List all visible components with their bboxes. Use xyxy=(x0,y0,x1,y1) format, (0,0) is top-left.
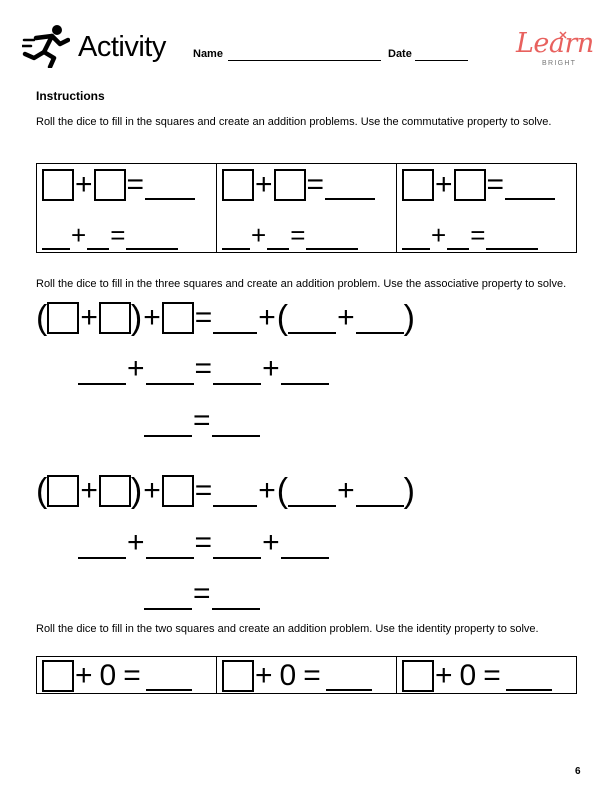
equals-sign: = xyxy=(193,577,211,610)
zero-digit: 0 xyxy=(99,659,117,692)
dice-square[interactable] xyxy=(162,475,194,507)
answer-line[interactable] xyxy=(213,331,257,334)
close-paren: ) xyxy=(130,299,143,337)
plus-sign: + xyxy=(143,474,161,507)
answer-line[interactable] xyxy=(212,434,260,437)
close-paren: ) xyxy=(403,472,415,510)
answer-line[interactable] xyxy=(144,607,192,610)
dice-square[interactable] xyxy=(94,169,126,201)
plus-sign: + xyxy=(258,301,276,334)
plus-sign: + xyxy=(71,220,87,250)
answer-line[interactable] xyxy=(402,247,430,250)
plus-sign: + xyxy=(251,220,267,250)
answer-line[interactable] xyxy=(213,504,257,507)
dice-square[interactable] xyxy=(222,660,254,692)
zero-digit: 0 xyxy=(459,659,477,692)
name-label: Name xyxy=(193,48,223,60)
answer-line[interactable] xyxy=(213,382,261,385)
answer-line[interactable] xyxy=(288,504,336,507)
page-title: Activity xyxy=(78,31,166,63)
dice-square[interactable] xyxy=(99,475,131,507)
identity-cell xyxy=(37,657,217,693)
plus-sign: + xyxy=(143,301,161,334)
equals-sign: = xyxy=(470,220,486,250)
answer-line[interactable] xyxy=(146,688,192,691)
equals-sign: = xyxy=(123,659,141,692)
commutative-cell xyxy=(37,164,217,252)
open-paren: ( xyxy=(36,299,48,337)
plus-sign: + xyxy=(337,474,355,507)
associative-step xyxy=(78,352,329,386)
zero-digit: 0 xyxy=(279,659,297,692)
equals-sign: = xyxy=(194,352,213,385)
plus-sign: + xyxy=(127,352,145,385)
equals-sign: = xyxy=(194,526,213,559)
dice-square[interactable] xyxy=(222,169,254,201)
associative-result xyxy=(144,577,260,611)
equals-sign: = xyxy=(290,220,306,250)
commutative-table xyxy=(36,163,577,253)
dice-square[interactable] xyxy=(454,169,486,201)
page-number: 6 xyxy=(575,766,581,777)
instructions-heading: Instructions xyxy=(36,89,105,103)
open-paren: ( xyxy=(276,299,289,337)
commutative-instruction: Roll the dice to fill in the squares and create an addition problems. Use the commutative property to solve. xyxy=(36,116,552,128)
answer-line[interactable] xyxy=(325,197,375,200)
equals-sign: = xyxy=(193,404,211,437)
equals-sign: = xyxy=(483,659,501,692)
answer-line[interactable] xyxy=(356,331,404,334)
name-field[interactable] xyxy=(228,60,381,61)
answer-line[interactable] xyxy=(506,688,552,691)
answer-line[interactable] xyxy=(222,247,250,250)
answer-line[interactable] xyxy=(486,247,538,250)
answer-line[interactable] xyxy=(146,382,194,385)
equals-sign: = xyxy=(194,474,213,507)
dice-square[interactable] xyxy=(402,660,434,692)
answer-line[interactable] xyxy=(306,247,358,250)
equals-sign: = xyxy=(110,220,126,250)
plus-sign: + xyxy=(262,352,280,385)
equals-sign: = xyxy=(306,168,325,201)
equals-sign: = xyxy=(486,168,505,201)
plus-sign: + xyxy=(435,168,453,201)
answer-line[interactable] xyxy=(326,688,372,691)
associative-problem xyxy=(36,474,415,508)
commutative-cell xyxy=(397,164,576,252)
associative-problem xyxy=(36,301,415,335)
answer-line[interactable] xyxy=(288,331,336,334)
plus-sign: + xyxy=(262,526,280,559)
identity-cell xyxy=(397,657,576,693)
plus-sign: + xyxy=(127,526,145,559)
answer-line[interactable] xyxy=(212,607,260,610)
answer-line[interactable] xyxy=(267,247,289,250)
dice-square[interactable] xyxy=(274,169,306,201)
identity-table xyxy=(36,656,577,694)
associative-instruction: Roll the dice to fill in the three squares and create an addition problem. Use the associative property to solve. xyxy=(36,278,567,290)
identity-cell xyxy=(217,657,397,693)
dice-square[interactable] xyxy=(162,302,194,334)
answer-line[interactable] xyxy=(42,247,70,250)
commutative-cell xyxy=(217,164,397,252)
close-paren: ) xyxy=(403,299,415,337)
associative-step xyxy=(78,526,329,560)
answer-line[interactable] xyxy=(146,556,194,559)
close-paren: ) xyxy=(130,472,143,510)
open-paren: ( xyxy=(36,472,48,510)
answer-line[interactable] xyxy=(505,197,555,200)
equals-sign: = xyxy=(126,168,145,201)
plus-sign: + xyxy=(75,659,93,692)
plus-sign: + xyxy=(258,474,276,507)
dice-square[interactable] xyxy=(402,169,434,201)
plus-sign: + xyxy=(75,168,93,201)
dice-square[interactable] xyxy=(42,169,74,201)
date-field[interactable] xyxy=(415,60,468,61)
answer-line[interactable] xyxy=(356,504,404,507)
answer-line[interactable] xyxy=(281,382,329,385)
plus-sign: + xyxy=(255,659,273,692)
plus-sign: + xyxy=(255,168,273,201)
plus-sign: + xyxy=(435,659,453,692)
identity-instruction: Roll the dice to fill in the two squares and create an addition problem. Use the identity property to solve. xyxy=(36,623,539,635)
answer-line[interactable] xyxy=(447,247,469,250)
dice-square[interactable] xyxy=(47,475,79,507)
plus-sign: + xyxy=(80,301,98,334)
dice-square[interactable] xyxy=(47,302,79,334)
runner-icon xyxy=(22,24,70,68)
equals-sign: = xyxy=(303,659,321,692)
dice-square[interactable] xyxy=(42,660,74,692)
plus-sign: + xyxy=(337,301,355,334)
equals-sign: = xyxy=(194,301,213,334)
date-label: Date xyxy=(388,48,412,60)
answer-line[interactable] xyxy=(213,556,261,559)
answer-line[interactable] xyxy=(145,197,195,200)
answer-line[interactable] xyxy=(78,382,126,385)
answer-line[interactable] xyxy=(87,247,109,250)
plus-sign: + xyxy=(80,474,98,507)
associative-result xyxy=(144,404,260,438)
answer-line[interactable] xyxy=(281,556,329,559)
plus-sign: + xyxy=(431,220,447,250)
logo-text: Learn xyxy=(516,28,594,59)
answer-line[interactable] xyxy=(126,247,178,250)
open-paren: ( xyxy=(276,472,289,510)
logo-subtext: BRIGHT xyxy=(542,60,577,67)
answer-line[interactable] xyxy=(144,434,192,437)
dice-square[interactable] xyxy=(99,302,131,334)
answer-line[interactable] xyxy=(78,556,126,559)
